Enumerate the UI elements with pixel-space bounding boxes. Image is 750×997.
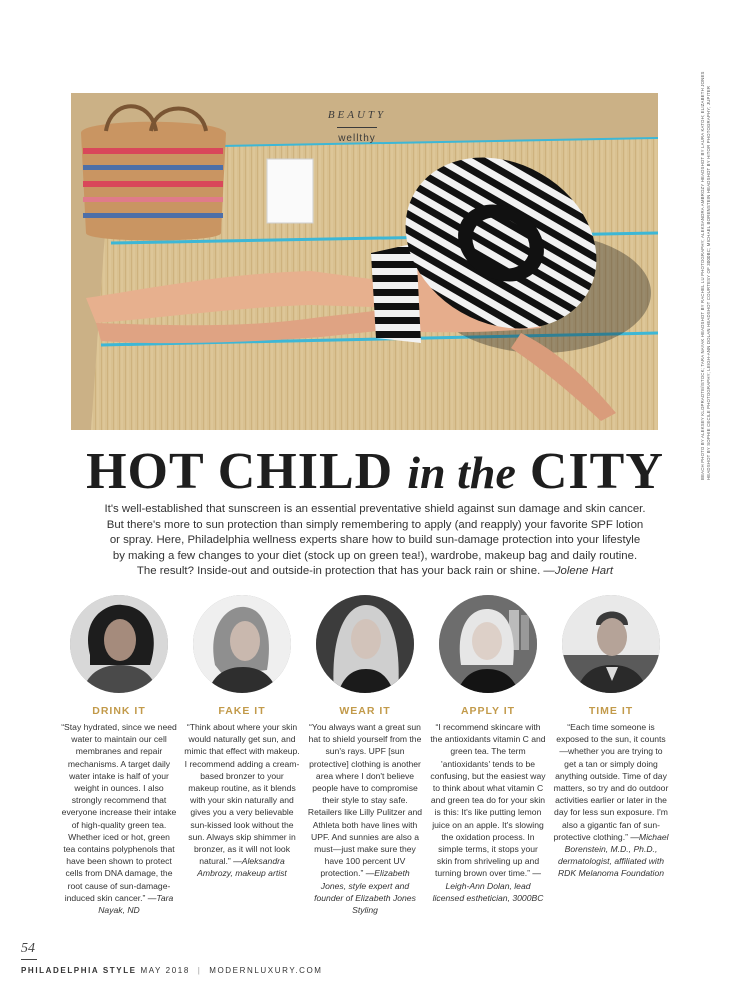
avatar bbox=[316, 595, 414, 693]
quote-attribution: —Aleksandra Ambrozy, makeup artist bbox=[197, 856, 287, 879]
website-link[interactable]: MODERNLUXURY.COM bbox=[209, 966, 323, 975]
divider bbox=[337, 127, 377, 128]
quote-text: “Think about where your skin would naturally get sun, and mimic that effect with makeup. I recommend adding a cream-based bronzer to your makeup routine, as it blends with your skin naturally and gives you a very believable sun-kissed look without the sun. Always skip shimmer in bronzer, as it will not look natural.” bbox=[184, 722, 300, 867]
avatar bbox=[562, 595, 660, 693]
page-footer bbox=[21, 966, 323, 975]
expert-title: WEAR IT bbox=[339, 705, 391, 717]
quote-text: “Each time someone is exposed to the sun, it counts—whether you are trying to get a tan or simply doing anything outside. Time of day matters, so try and do outdoor activities earlier or later in the day for less sun exposure. I'm also a gigantic fan of sun-protective clothing.” bbox=[553, 722, 669, 842]
expert-title: FAKE IT bbox=[218, 705, 266, 717]
expert-quote bbox=[553, 721, 669, 880]
portrait-man bbox=[562, 595, 660, 693]
footer-separator: | bbox=[197, 966, 202, 975]
avatar bbox=[193, 595, 291, 693]
article-headline bbox=[0, 442, 750, 503]
portrait-woman-long-hair bbox=[316, 595, 414, 693]
avatar bbox=[70, 595, 168, 693]
expert-title: APPLY IT bbox=[460, 705, 516, 717]
portrait-woman-curly-hair bbox=[70, 595, 168, 693]
expert-quote bbox=[430, 721, 546, 904]
photo-credit-line: BEACH PHOTO BY ALEKSEY KLOPRADTE/ISTOCK; TARA NAYAK HEADSHOT BY RACHEL LU PHOTOGRAPHY; ALEKSANDRA AMBROZY HEADSHOT BY LAURA KATOH; ELIZABETH JONES bbox=[700, 71, 705, 480]
expert-quote bbox=[307, 721, 423, 916]
expert-title: DRINK IT bbox=[92, 705, 146, 717]
issue-date: MAY 2018 bbox=[140, 966, 190, 975]
intro-text: It's well-established that sunscreen is an essential preventative shield against sun damage and skin cancer. But there's more to sun protection than simply remembering to apply (and reapply) your favorite SPF lotion or spray. Here, Philadelphia wellness experts share how to build sun-damage protection into your lifestyle by making a few changes to your diet (stock up on green tea!), wardrobe, makeup bag and daily routine. The result? Inside-out and outside-in protection that has your back rain or shine. bbox=[104, 503, 646, 578]
expert-title: TIME IT bbox=[588, 705, 634, 717]
avatar bbox=[439, 595, 537, 693]
headline-part2: CITY bbox=[515, 443, 664, 500]
quote-text: “I recommend skincare with the antioxidants vitamin C and green tea. The term 'antioxidants' tends to be confusing, but the easiest way to think about what vitamin C and green tea do for your skin is this: It's like putting lemon juice on an apple. It's slowing the oxidation process. In simple terms, it stops your skin from shriveling up and turning brown over time.” bbox=[430, 722, 546, 879]
section-category: BEAUTY bbox=[327, 109, 387, 121]
quote-text: “You always want a great sun hat to shield yourself from the sun's rays. UPF [sun protective] clothing is another area where I don't believe people have to compromise their style to stay safe. Retailers like Lilly Pulitzer and Athleta both have lines with UPF. And sunnies are also a must—just make sure they have 100 percent UV protection.” bbox=[307, 722, 423, 879]
quote-text: “Stay hydrated, since we need water to maintain our cell membranes and repair mechanisms. A target daily water intake is half of your weight in ounces. I also strongly recommend that everyone increase their intake of high-quality green tea. Whether iced or hot, green tea contains polyphenols that have been shown to protect cells from DNA damage, the root cause of sun-damage-induced skin cancer.” bbox=[61, 722, 177, 903]
quote-attribution: —Leigh-Ann Dolan, lead licensed esthetician, 3000BC bbox=[432, 868, 544, 903]
quote-attribution: —Tara Nayak, ND bbox=[98, 892, 174, 916]
page-number: 54 bbox=[21, 941, 35, 956]
section-subcategory: wellthy bbox=[338, 133, 376, 144]
basket bbox=[81, 106, 226, 240]
expert-quote bbox=[61, 721, 177, 916]
expert-quote bbox=[184, 721, 300, 880]
hero-photo bbox=[71, 93, 658, 430]
quote-attribution: —Elizabeth Jones, style expert and founder of Elizabeth Jones Styling bbox=[314, 868, 416, 916]
photo-credits bbox=[700, 60, 712, 480]
divider bbox=[21, 959, 37, 960]
intro-paragraph bbox=[104, 502, 646, 580]
photo-credit-line: HEADSHOT BY SOPHIE CECILE PHOTOGRAPHY; LEIGH-ANN DOLAN HEADSHOT COURTESY OF 3000BC; MICHAEL BORENSTEIN HEADSHOT BY HITOR PHOTOGRAPHY; JUPITER bbox=[706, 85, 711, 480]
portrait-woman-blonde bbox=[193, 595, 291, 693]
magazine-name: PHILADELPHIA STYLE bbox=[21, 966, 137, 975]
portrait-woman-bob bbox=[439, 595, 537, 693]
quote-attribution: —Michael Borenstein, M.D., Ph.D., dermatologist, affiliated with RDK Melanoma Foundation bbox=[557, 831, 669, 879]
intro-author: —Jolene Hart bbox=[540, 565, 614, 578]
headline-part1: HOT CHILD bbox=[86, 443, 408, 500]
headline-italic: in the bbox=[407, 447, 516, 498]
